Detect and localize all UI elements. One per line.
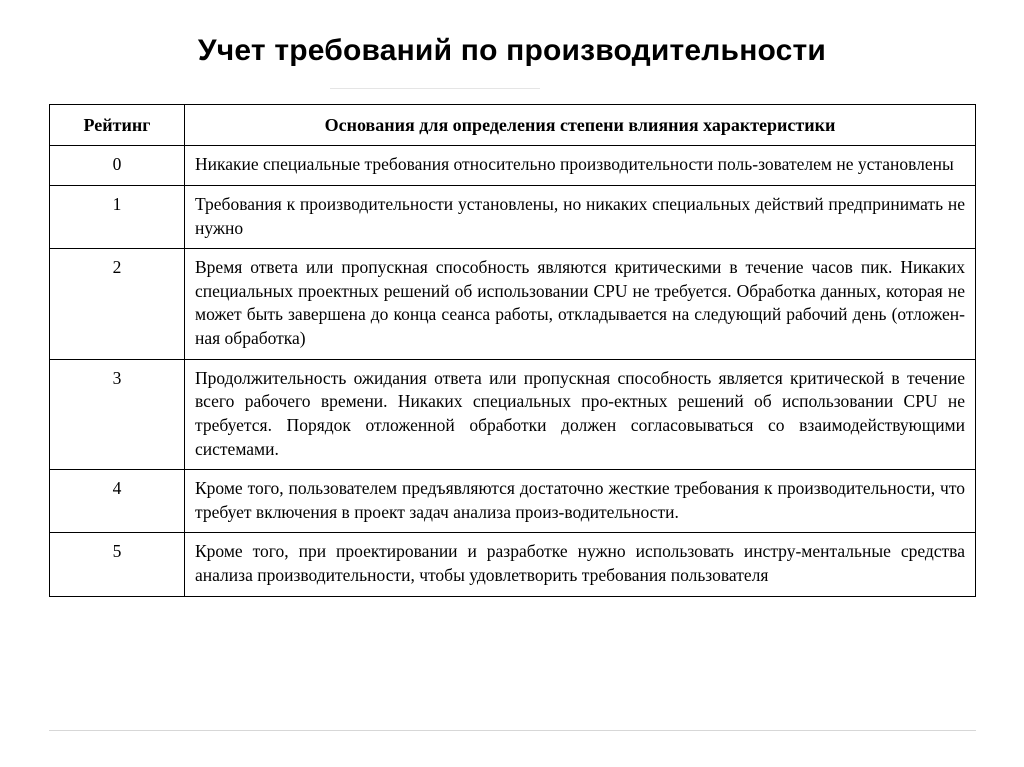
table-row: [50, 533, 976, 596]
cell-description: Кроме того, пользователем предъявляются достаточно жесткие требования к производительности, что требует включения в проект задач анализа произ-водительности.: [185, 470, 976, 533]
cell-description: Кроме того, при проектировании и разработке нужно использовать инстру-ментальные средства анализа производительности, чтобы удовлетворить требования пользователя: [185, 533, 976, 596]
cell-rating: 2: [50, 249, 185, 360]
table-row: [50, 146, 976, 186]
column-header-rating: Рейтинг: [50, 105, 185, 146]
table-header-row: [50, 105, 976, 146]
cell-description: Время ответа или пропускная способность являются критическими в течение часов пик. Никаких специальных проектных решений об использовании CPU не требуется. Обработка данных, которая не может быть завершена до конца сеанса работы, откладывается на следующий рабочий день (отложен-ная обработка): [185, 249, 976, 360]
cell-rating: 1: [50, 185, 185, 248]
cell-description: Никакие специальные требования относительно производительности поль-зователем не установлены: [185, 146, 976, 186]
column-header-description: Основания для определения степени влияния характеристики: [185, 105, 976, 146]
table-row: [50, 249, 976, 360]
cell-rating: 5: [50, 533, 185, 596]
table-row: [50, 185, 976, 248]
cell-rating: 3: [50, 359, 185, 470]
footer-divider: [49, 730, 976, 731]
cell-description: Продолжительность ожидания ответа или пропускная способность является критической в течение всего рабочего времени. Никаких специальных про-ектных решений об использовании CPU не требуется. Порядок отложенной обработки должен согласовываться со взаимодействующими системами.: [185, 359, 976, 470]
cell-rating: 0: [50, 146, 185, 186]
cell-description: Требования к производительности установлены, но никаких специальных действий предпринимать не нужно: [185, 185, 976, 248]
page-title: Учет требований по производительности: [197, 34, 827, 67]
requirements-table: [49, 104, 976, 597]
table-row: [50, 470, 976, 533]
decorative-line: [330, 88, 540, 99]
cell-rating: 4: [50, 470, 185, 533]
table-row: [50, 359, 976, 470]
